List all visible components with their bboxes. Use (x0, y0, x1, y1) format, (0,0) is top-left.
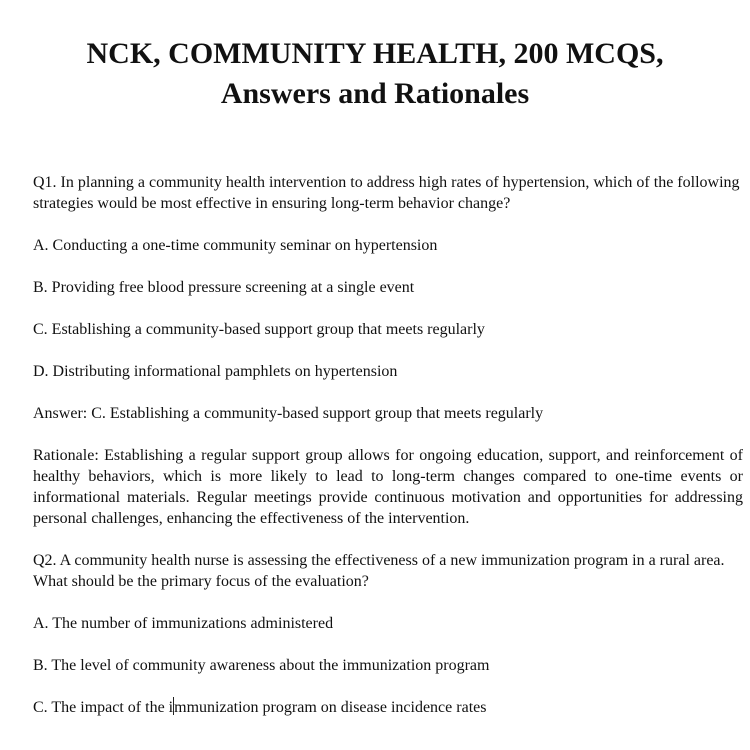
q1-option-d: D. Distributing informational pamphlets on hypertension (33, 363, 398, 380)
q1-option-a: A. Conducting a one-time community seminar on hypertension (33, 237, 438, 254)
q2-option-a: A. The number of immunizations administered (33, 615, 334, 632)
title-line-2: Answers and Rationales (220, 77, 530, 110)
document-title (0, 34, 750, 114)
title-line-1: NCK, COMMUNITY HEALTH, 200 MCQS, (86, 37, 664, 70)
q2-question: Q2. A community health nurse is assessing the effectiveness of a new immunization program in a rural area. What should be the primary focus of the evaluation? (33, 552, 725, 590)
q1-option-c: C. Establishing a community-based support group that meets regularly (33, 321, 485, 338)
document-body (33, 172, 743, 739)
q1-question: Q1. In planning a community health intervention to address high rates of hypertension, which of the following strategies would be most effective in ensuring long-term behavior change? (33, 174, 740, 212)
q1-option-b: B. Providing free blood pressure screening at a single event (33, 279, 415, 296)
q2-option-c-suffix: mmunization program on disease incidence rates (174, 699, 487, 716)
q2-option-b: B. The level of community awareness about the immunization program (33, 657, 490, 674)
q1-answer: Answer: C. Establishing a community-based support group that meets regularly (33, 405, 544, 422)
q1-rationale: Rationale: Establishing a regular support group allows for ongoing education, support, and reinforcement of healthy behaviors, which is more likely to lead to long-term changes compared to one-time events or informational materials. Regular meetings provide continuous motivation and opportunities for addressing personal challenges, enhancing the effectiveness of the intervention. (33, 447, 743, 527)
q2-option-c[interactable] (33, 697, 743, 718)
q2-option-c-prefix: C. The impact of the i (33, 699, 174, 716)
